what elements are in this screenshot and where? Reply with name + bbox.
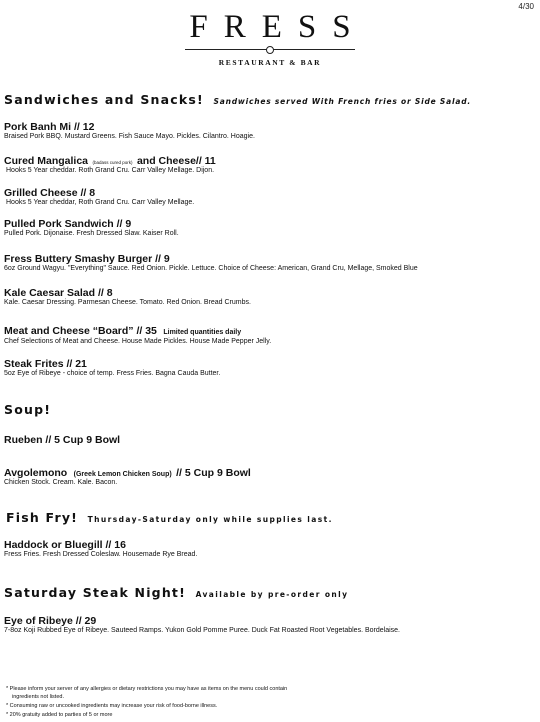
item-name-note: (Greek Lemon Chicken Soup) [73, 471, 172, 478]
logo-rule-dot [266, 46, 274, 54]
footnote-raw-food: * Consuming raw or uncooked ingredients may increase your risk of food-borne illness. [6, 703, 218, 709]
logo-wordmark: FRESS [189, 9, 367, 45]
item-name: Pulled Pork Sandwich // 9 [4, 218, 132, 230]
item-description: Chef Selections of Meat and Cheese. House Made Pickles. House Made Pepper Jelly. [4, 338, 272, 345]
item-name-price: // 5 Cup 9 Bowl [176, 467, 251, 479]
item-name: Meat and Cheese “Board” // 35 [4, 325, 157, 337]
item-name-price: and Cheese// 11 [136, 155, 216, 167]
item-description: Fress Fries. Fresh Dressed Coleslaw. Housemade Rye Bread. [4, 551, 198, 558]
logo-rule [185, 46, 355, 54]
footnote-allergy: * Please inform your server of any allergies or dietary restrictions you may have as items on the menu could contain [6, 686, 288, 692]
menu-item-rueben-soup [4, 430, 120, 448]
item-name: Fress Buttery Smashy Burger // 9 [4, 253, 170, 265]
item-description: Chicken Stock. Cream. Kale. Bacon. [4, 479, 118, 486]
item-description: Kale. Caesar Dressing. Parmesan Cheese. Tomato. Red Onion. Bread Crumbs. [4, 299, 251, 306]
item-description: Braised Pork BBQ. Mustard Greens. Fish Sauce Mayo. Pickles. Cilantro. Hoagie. [4, 133, 255, 140]
restaurant-logo [0, 10, 540, 67]
item-name: Pork Banh Mi // 12 [4, 121, 95, 133]
section-sandwiches-note: Sandwiches served With French fries or Side Salad. [213, 97, 472, 106]
section-steak-night-heading [4, 585, 348, 600]
section-fish-fry-heading [6, 510, 333, 525]
section-fish-fry-title: Fish Fry! [6, 510, 79, 525]
item-name: Cured Mangalica [4, 155, 89, 167]
item-name: Rueben // 5 Cup 9 Bowl [4, 434, 121, 446]
item-description: 5oz Eye of Ribeye - choice of temp. Fress Fries. Bagna Cauda Butter. [4, 370, 221, 377]
item-description: Hooks 5 Year cheddar, Roth Grand Cru. Carr Valley Mellage. [6, 199, 195, 206]
item-description: 6oz Ground Wagyu. "Everything" Sauce. Red Onion. Pickle. Lettuce. Choice of Cheese: American, Grand Cru, Mellage, Smoked Blue [4, 265, 418, 272]
section-sandwiches-title: Sandwiches and Snacks! [4, 92, 204, 107]
section-steak-night-title: Saturday Steak Night! [4, 585, 186, 600]
item-name-note: (badass cured pork) [92, 160, 133, 165]
item-name: Steak Frites // 21 [4, 358, 87, 370]
item-availability-note: Limited quantities daily [163, 329, 242, 336]
section-soup-title: Soup! [4, 402, 52, 417]
section-sandwiches-heading [4, 92, 471, 107]
item-name: Kale Caesar Salad // 8 [4, 287, 113, 299]
section-fish-fry-note: Thursday-Saturday only while supplies last. [87, 515, 333, 524]
item-description: Hooks 5 Year cheddar. Roth Grand Cru. Carr Valley Mellage. Dijon. [6, 167, 215, 174]
footnote-allergy-continued: ingredients not listed. [12, 694, 64, 700]
page-number: 4/30 [518, 2, 534, 11]
item-description: Pulled Pork. Dijonaise. Fresh Dressed Slaw. Kaiser Roll. [4, 230, 179, 237]
item-name: Eye of Ribeye // 29 [4, 615, 97, 627]
item-description: 7-8oz Koji Rubbed Eye of Ribeye. Sauteed Ramps. Yukon Gold Pomme Puree. Duck Fat Roasted Root Vegetables. Bordelaise. [4, 627, 400, 634]
section-steak-night-note: Available by pre-order only [195, 590, 349, 599]
section-soup-heading [4, 402, 51, 417]
item-name: Avgolemono [4, 467, 68, 479]
item-name: Grilled Cheese // 8 [4, 187, 96, 199]
menu-item-meat-cheese-board [4, 321, 241, 339]
item-name: Haddock or Bluegill // 16 [4, 539, 126, 551]
logo-subtitle: RESTAURANT & BAR [218, 58, 322, 67]
footnote-gratuity: * 20% gratuity added to parties of 5 or more [6, 712, 113, 718]
